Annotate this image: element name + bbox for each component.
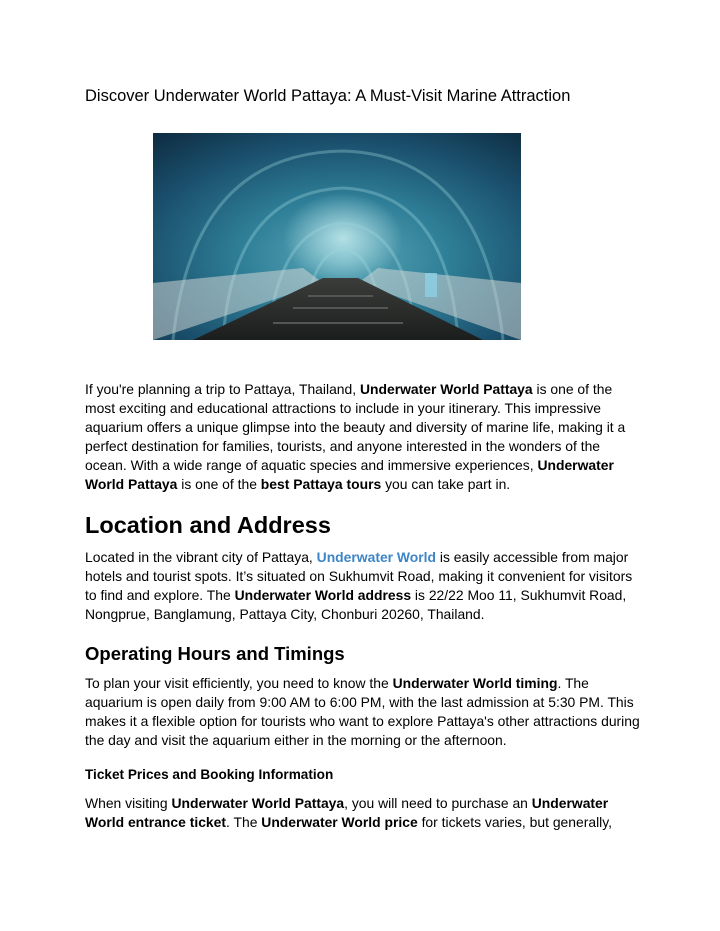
tickets-text-4: for tickets varies, but generally,: [417, 814, 613, 830]
tickets-bold-3: Underwater World price: [261, 814, 418, 830]
tickets-paragraph: [85, 794, 640, 832]
location-heading: Location and Address: [85, 512, 331, 538]
intro-bold-2: Underwater World Pattaya: [85, 457, 614, 492]
intro-text-4: you can take part in.: [381, 476, 511, 492]
tickets-heading: Ticket Prices and Booking Information: [85, 767, 334, 782]
tickets-text-2: , you will need to purchase an: [344, 795, 532, 811]
location-text-2: is easily accessible from major hotels and tourist spots. It’s situated on Sukhumvit Road, making it convenient for visitors to find and explore. The: [85, 549, 633, 603]
location-paragraph: [85, 548, 640, 624]
intro-bold-3: best Pattaya tours: [260, 476, 382, 492]
hours-paragraph: [85, 674, 640, 750]
intro-text-1: If you're planning a trip to Pattaya, Thailand,: [85, 381, 360, 397]
hours-heading: Operating Hours and Timings: [85, 643, 345, 664]
location-text-3: is 22/22 Moo 11, Sukhumvit Road, Nongprue, Banglamung, Pattaya City, Chonburi 20260, Thailand.: [85, 587, 627, 622]
intro-paragraph: [85, 380, 640, 494]
tickets-bold-2: Underwater World entrance ticket: [85, 795, 609, 830]
intro-text-2: is one of the most exciting and educational attractions to include in your itinerary. This impressive aquarium offers a unique glimpse into the beauty and diversity of marine life, making it a perfect destination for families, tourists, and anyone interested in the wonders of the ocean. With a wide range of aquatic species and immersive experiences,: [85, 381, 626, 473]
hours-bold-1: Underwater World timing: [392, 675, 558, 691]
location-text-1: Located in the vibrant city of Pattaya,: [85, 549, 317, 565]
tunnel-illustration: [153, 133, 521, 340]
intro-text-3: is one of the: [177, 476, 261, 492]
document-title: Discover Underwater World Pattaya: A Must-Visit Marine Attraction: [85, 87, 571, 105]
tickets-text-1: When visiting: [85, 795, 172, 811]
aquarium-tunnel-image: [153, 133, 521, 340]
hours-text-1: To plan your visit efficiently, you need to know the: [85, 675, 393, 691]
underwater-world-link[interactable]: Underwater World: [316, 549, 437, 565]
intro-bold-1: Underwater World Pattaya: [359, 381, 533, 397]
hours-text-2: . The aquarium is open daily from 9:00 AM to 6:00 PM, with the last admission at 5:30 PM. This makes it a flexible option for tourists who want to explore Pattaya's other attractions during the day and visit the aquarium either in the morning or the afternoon.: [85, 675, 640, 748]
tickets-text-3: . The: [226, 814, 262, 830]
tickets-bold-1: Underwater World Pattaya: [171, 795, 345, 811]
location-bold-1: Underwater World address: [234, 587, 412, 603]
